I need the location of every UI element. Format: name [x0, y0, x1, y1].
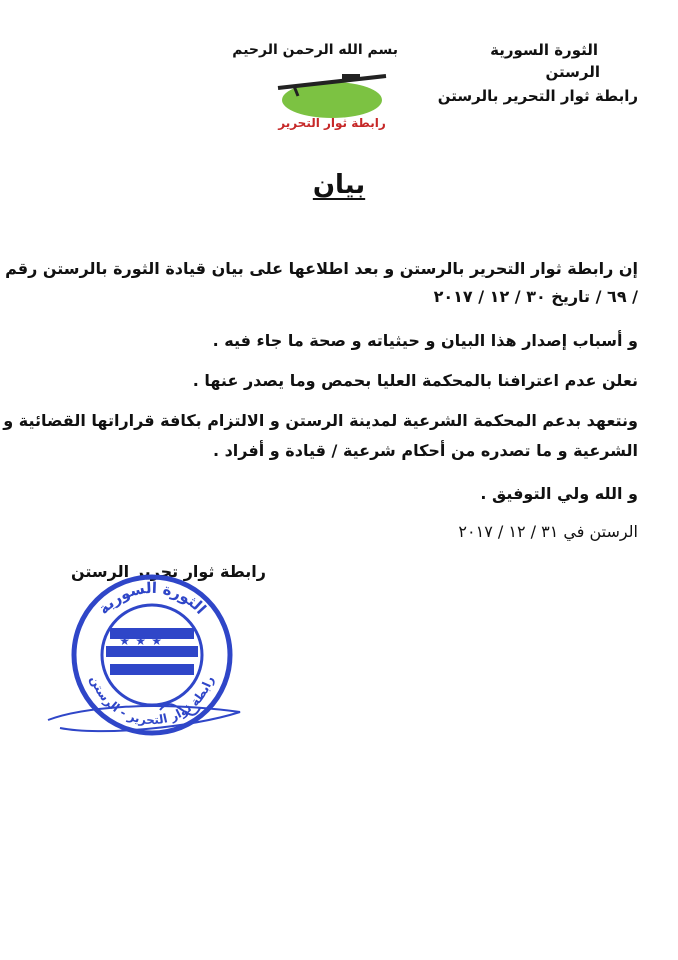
signature-organization: رابطة ثوار تحرير الرستن [71, 562, 266, 581]
header-country: الثورة السورية [490, 41, 598, 59]
svg-text:★: ★ [151, 634, 162, 648]
statement-line-3: نعلن عدم اعترافنا بالمحكمة العليا بحمص وما يصدر عنها . [192, 371, 638, 390]
statement-line-4: ونتعهد بدعم المحكمة الشرعية لمدينة الرستن و الالتزام بكافة قراراتها القضائية و [3, 411, 638, 430]
basmala: بسم الله الرحمن الرحيم [232, 42, 398, 58]
statement-line-2: و أسباب إصدار هذا البيان و حيثياته و صحة ما جاء فيه . [212, 331, 638, 350]
statement-closing: و الله ولي التوفيق . [480, 484, 638, 503]
statement-line-1: إن رابطة ثوار التحرير بالرستن و بعد اطلاعها على بيان قيادة الثورة بالرستن رقم [5, 259, 638, 278]
header-organization: رابطة ثوار التحرير بالرستن [437, 87, 638, 105]
official-stamp [40, 560, 260, 750]
svg-text:الثورة السورية [94, 579, 209, 618]
stamp-text-bottom: رابطة ثوار التحرير - الرستن [87, 673, 217, 728]
stamp-text-top: الثورة السورية [94, 578, 210, 618]
logo-caption: رابطة ثوار التحرير [278, 116, 386, 130]
svg-text:★: ★ [119, 634, 130, 648]
page-title: بيان [312, 170, 366, 200]
date-line: الرستن في ٣١ / ١٢ / ٢٠١٧ [458, 522, 638, 541]
header-city: الرستن [545, 63, 600, 81]
statement-reference: / ٦٩ / تاريخ ٣٠ / ١٢ / ٢٠١٧ [433, 287, 638, 306]
statement-line-5: الشرعية و ما تصدره من أحكام شرعية / قيادة و أفراد . [212, 441, 638, 460]
svg-text:★: ★ [135, 634, 146, 648]
